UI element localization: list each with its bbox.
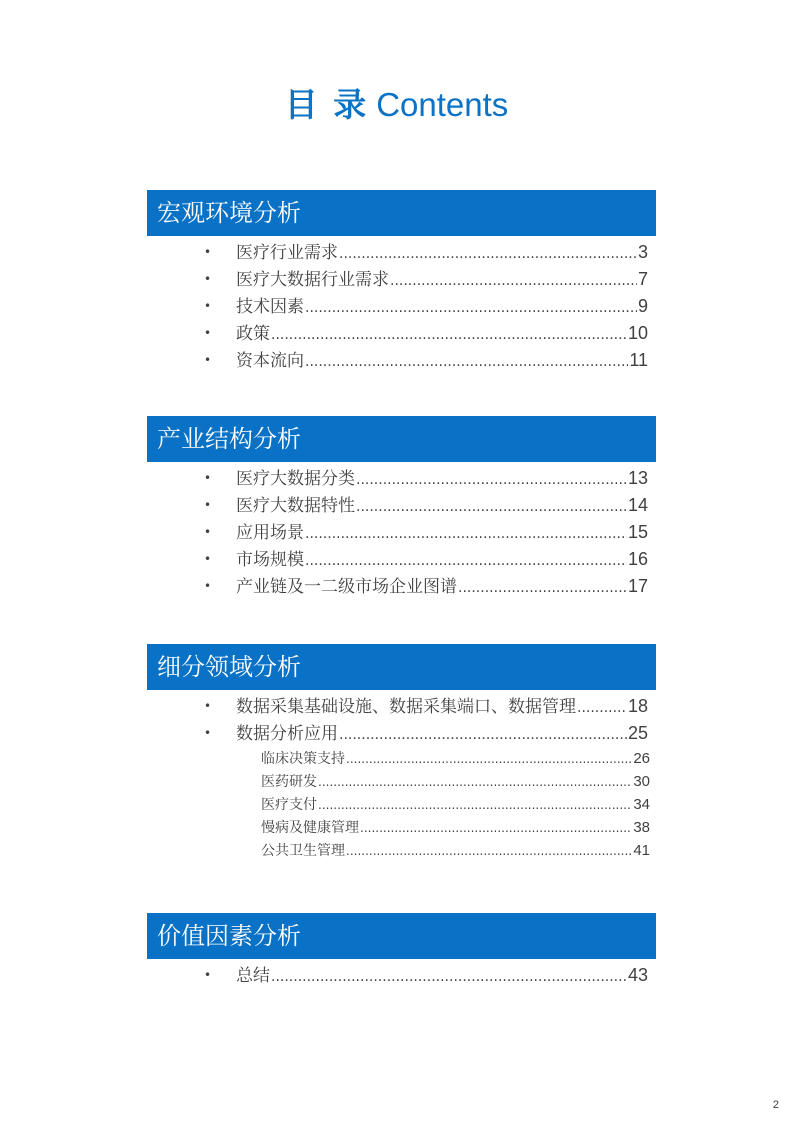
title-english: Contents	[376, 86, 509, 123]
dot-leader	[305, 521, 627, 548]
toc-subitem[interactable]	[261, 747, 650, 770]
bullet-icon: •	[204, 699, 212, 713]
toc-item-page: 7	[637, 269, 648, 289]
bullet-icon: •	[204, 525, 212, 539]
bullet-icon: •	[204, 968, 212, 982]
toc-item[interactable]	[204, 320, 648, 347]
toc-item-label: 临床决策支持	[261, 751, 345, 767]
dot-leader	[356, 467, 627, 494]
bullet-icon: •	[204, 726, 212, 740]
toc-list	[147, 465, 656, 600]
toc-item-page: 25	[627, 723, 648, 743]
section-heading: 宏观环境分析	[147, 190, 656, 236]
toc-item-label: 总结	[236, 966, 270, 986]
toc-list	[147, 962, 656, 989]
toc-item-label: 产业链及一二级市场企业图谱	[236, 577, 457, 597]
toc-item-page: 18	[627, 696, 648, 716]
dot-leader	[305, 548, 627, 575]
bullet-icon: •	[204, 471, 212, 485]
toc-item-page: 38	[633, 819, 650, 836]
dot-leader	[356, 494, 627, 521]
dot-leader	[271, 964, 627, 991]
toc-item-label: 应用场景	[236, 523, 304, 543]
toc-list	[147, 693, 656, 862]
bullet-icon: •	[204, 299, 212, 313]
bullet-icon: •	[204, 326, 212, 340]
toc-item-label: 医疗大数据特性	[236, 496, 355, 516]
toc-item-page: 9	[637, 296, 648, 316]
dot-leader	[318, 794, 632, 817]
toc-item-page: 26	[633, 750, 650, 767]
toc-item[interactable]	[204, 266, 648, 293]
toc-item-label: 医药研发	[261, 774, 317, 790]
toc-item[interactable]	[204, 465, 648, 492]
section-heading: 价值因素分析	[147, 913, 656, 959]
dot-leader	[458, 575, 627, 602]
toc-item-page: 14	[627, 495, 648, 515]
toc-item-page: 13	[627, 468, 648, 488]
toc-subitem[interactable]	[261, 770, 650, 793]
bullet-icon: •	[204, 272, 212, 286]
toc-item[interactable]	[204, 347, 648, 374]
dot-leader	[305, 295, 637, 322]
toc-item-label: 市场规模	[236, 550, 304, 570]
dot-leader	[390, 268, 637, 295]
dot-leader	[339, 241, 637, 268]
toc-subitem[interactable]	[261, 793, 650, 816]
dot-leader	[360, 817, 632, 840]
toc-item-label: 医疗行业需求	[236, 243, 338, 263]
section-heading: 细分领域分析	[147, 644, 656, 690]
toc-item-page: 10	[627, 323, 648, 343]
toc-item-label: 医疗大数据分类	[236, 469, 355, 489]
toc-item-page: 3	[637, 242, 648, 262]
toc-item-label: 数据采集基础设施、数据采集端口、数据管理	[236, 697, 576, 717]
toc-item[interactable]	[204, 573, 648, 600]
toc-item[interactable]	[204, 239, 648, 266]
toc-item-page: 11	[629, 350, 648, 370]
toc-item[interactable]	[204, 492, 648, 519]
toc-item[interactable]	[204, 546, 648, 573]
toc-item-page: 34	[633, 796, 650, 813]
section-industry-structure	[147, 416, 656, 600]
bullet-icon: •	[204, 353, 212, 367]
dot-leader	[346, 748, 632, 771]
toc-item-page: 16	[627, 549, 648, 569]
dot-leader	[271, 322, 627, 349]
toc-subitem[interactable]	[261, 839, 650, 862]
toc-item-page: 15	[627, 522, 648, 542]
section-value-factors	[147, 913, 656, 989]
bullet-icon: •	[204, 498, 212, 512]
toc-item-label: 数据分析应用	[236, 724, 338, 744]
section-segment-analysis	[147, 644, 656, 862]
section-macro-environment	[147, 190, 656, 374]
dot-leader	[305, 349, 628, 376]
toc-list	[147, 239, 656, 374]
toc-item-page: 30	[633, 773, 650, 790]
toc-item-label: 政策	[236, 324, 270, 344]
bullet-icon: •	[204, 579, 212, 593]
bullet-icon: •	[204, 552, 212, 566]
toc-item[interactable]	[204, 962, 648, 989]
toc-item-page: 41	[633, 842, 650, 859]
toc-item-label: 医疗大数据行业需求	[236, 270, 389, 290]
toc-item-label: 资本流向	[236, 351, 304, 371]
page-number: 2	[772, 1099, 779, 1111]
toc-item[interactable]	[204, 720, 648, 747]
toc-item-label: 技术因素	[236, 297, 304, 317]
section-heading: 产业结构分析	[147, 416, 656, 462]
title-chinese: 目 录	[284, 85, 369, 124]
toc-item-label: 医疗支付	[261, 797, 317, 813]
toc-item-label: 慢病及健康管理	[261, 820, 359, 836]
dot-leader	[577, 695, 627, 722]
toc-item-page: 17	[627, 576, 648, 596]
page-title	[0, 82, 793, 128]
dot-leader	[346, 840, 632, 863]
toc-item-label: 公共卫生管理	[261, 843, 345, 859]
toc-item[interactable]	[204, 293, 648, 320]
toc-item[interactable]	[204, 519, 648, 546]
bullet-icon: •	[204, 245, 212, 259]
toc-item-page: 43	[627, 965, 648, 985]
toc-subitem[interactable]	[261, 816, 650, 839]
dot-leader	[339, 722, 627, 749]
dot-leader	[318, 771, 632, 794]
toc-item[interactable]	[204, 693, 648, 720]
